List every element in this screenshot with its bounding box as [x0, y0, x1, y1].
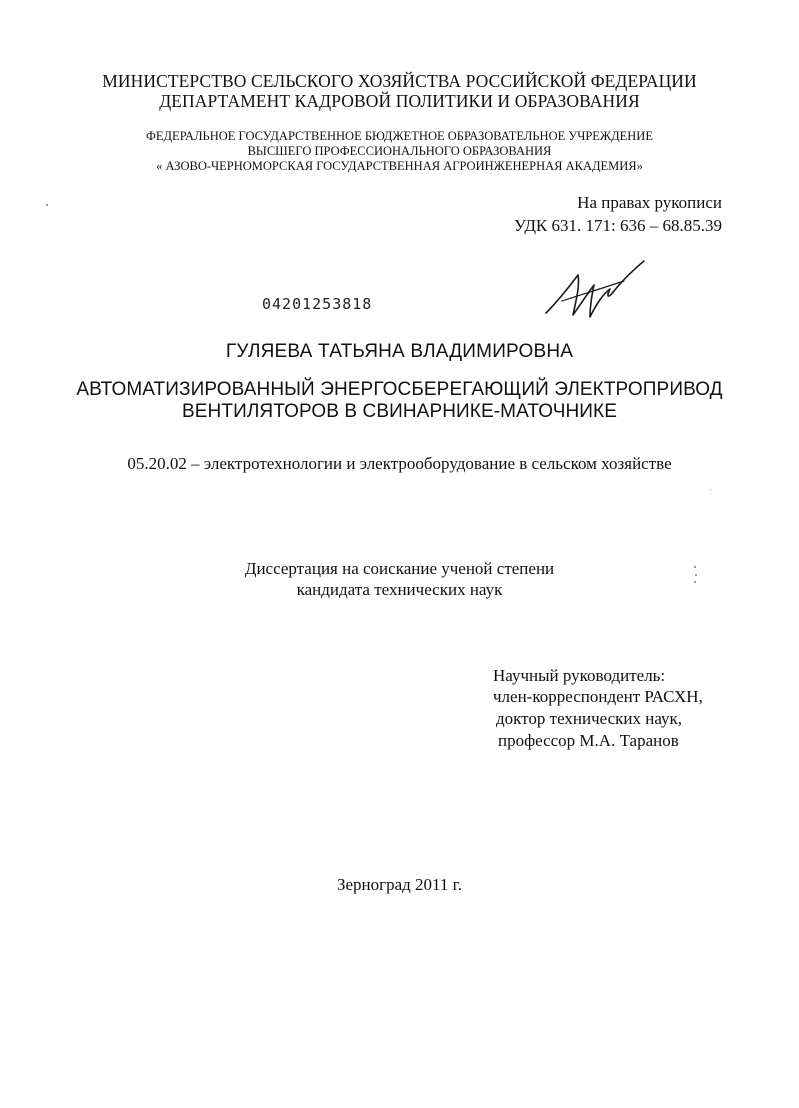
degree-line-2: кандидата технических наук — [296, 580, 503, 599]
supervisor-name: профессор М.А. Таранов — [498, 731, 679, 750]
signature-icon — [540, 255, 650, 325]
supervisor-label: Научный руководитель: — [493, 666, 666, 685]
specialty: 05.20.02 – электротехнологии и электрооборудование в сельском хозяйстве — [127, 454, 672, 473]
scan-speck — [46, 204, 48, 206]
registration-number: 04201253818 — [262, 295, 373, 313]
ministry-line-1: МИНИСТЕРСТВО СЕЛЬСКОГО ХОЗЯЙСТВА РОССИЙСКОЙ ФЕДЕРАЦИИ — [102, 71, 697, 91]
dissertation-title-line-1: АВТОМАТИЗИРОВАННЫЙ ЭНЕРГОСБЕРЕГАЮЩИЙ ЭЛЕКТРОПРИВОД — [76, 379, 723, 400]
manuscript-rights: На правах рукописи — [577, 193, 722, 212]
scan-speck — [694, 581, 696, 583]
place-year: Зерноград 2011 г. — [336, 875, 462, 894]
supervisor-degree: доктор технических наук, — [496, 709, 683, 728]
institution-line-2: ВЫСШЕГО ПРОФЕССИОНАЛЬНОГО ОБРАЗОВАНИЯ — [247, 144, 552, 158]
scan-speck — [695, 574, 697, 576]
institution-line-3: « АЗОВО-ЧЕРНОМОРСКАЯ ГОСУДАРСТВЕННАЯ АГРОИНЖЕНЕРНАЯ АКАДЕМИЯ» — [156, 159, 643, 173]
ministry-line-2: ДЕПАРТАМЕНТ КАДРОВОЙ ПОЛИТИКИ И ОБРАЗОВАНИЯ — [159, 91, 640, 111]
dissertation-title-line-2: ВЕНТИЛЯТОРОВ В СВИНАРНИКЕ-МАТОЧНИКЕ — [182, 401, 617, 422]
degree-line-1: Диссертация на соискание ученой степени — [244, 559, 555, 578]
supervisor-rank: член-корреспондент РАСХН, — [493, 687, 703, 706]
udk-code: УДК 631. 171: 636 – 68.85.39 — [514, 216, 722, 235]
institution-line-1: ФЕДЕРАЛЬНОЕ ГОСУДАРСТВЕННОЕ БЮДЖЕТНОЕ ОБРАЗОВАТЕЛЬНОЕ УЧРЕЖДЕНИЕ — [146, 129, 653, 143]
scan-speck — [710, 489, 711, 490]
scan-speck — [694, 566, 696, 568]
author-name: ГУЛЯЕВА ТАТЬЯНА ВЛАДИМИРОВНА — [225, 341, 574, 362]
